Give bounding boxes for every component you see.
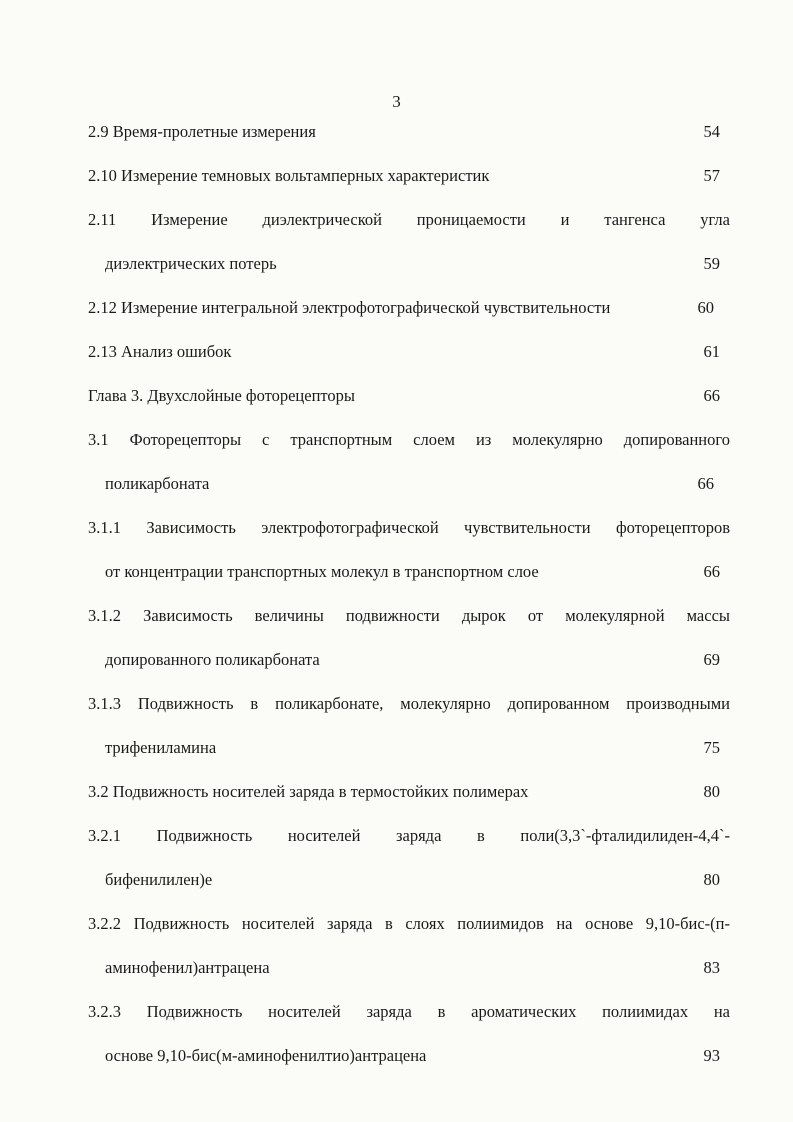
toc-entry-page: 57 — [703, 166, 720, 185]
toc-entry — [88, 430, 730, 494]
toc-entry — [88, 518, 730, 582]
toc-entry — [88, 1002, 730, 1066]
toc-entry-page: 93 — [703, 1046, 720, 1065]
toc-entry — [88, 694, 730, 758]
toc-entry — [88, 210, 730, 274]
toc-entry-title-continued: диэлектрических потерь — [105, 254, 277, 273]
toc-entry-title: 2.12 Измерение интегральной электрофотографической чувствительности — [88, 298, 611, 317]
toc-entry-page: 80 — [703, 782, 720, 801]
page-number: 3 — [392, 92, 401, 111]
toc-entry-title-continued: бифенилилен)е — [105, 870, 213, 889]
toc-entry — [88, 122, 730, 142]
toc-entry-page: 66 — [703, 562, 720, 581]
toc-entry-title: 2.13 Анализ ошибок — [88, 342, 232, 361]
toc-entry-page: 61 — [703, 342, 720, 361]
toc-entry-page: 69 — [703, 650, 720, 669]
toc-entry-title-continued: от концентрации транспортных молекул в транспортном слое — [105, 562, 539, 581]
toc-entry-page: 83 — [703, 958, 720, 977]
toc-entry-page: 54 — [703, 122, 720, 141]
toc-entry — [88, 782, 730, 802]
toc-entry — [88, 606, 730, 670]
toc-chapter-title: Глава 3. Двухслойные фоторецепторы — [88, 386, 355, 405]
toc-entry-title: 3.1.1 Зависимость электрофотографической чувствительности фоторецепторов — [88, 518, 730, 537]
toc-entry-title: 3.2.3 Подвижность носителей заряда в ароматических полиимидах на — [88, 1002, 730, 1021]
toc-entry-title-continued: основе 9,10-бис(м-аминофенилтио)антрацена — [105, 1046, 427, 1065]
toc-entry-title: 3.2 Подвижность носителей заряда в термостойких полимерах — [88, 782, 529, 801]
toc-entry-title: 2.10 Измерение темновых вольтамперных характеристик — [88, 166, 490, 185]
toc-entry — [88, 298, 730, 318]
toc-entry-page: 66 — [697, 474, 714, 493]
toc-entry — [88, 826, 730, 890]
toc-entry — [88, 342, 730, 362]
toc-entry-page: 60 — [697, 298, 714, 317]
toc-entry-title: 2.9 Время-пролетные измерения — [88, 122, 316, 141]
toc-entry-title: 3.1 Фоторецепторы с транспортным слоем из молекулярно допированного — [88, 430, 730, 449]
toc-entry-page: 75 — [703, 738, 720, 757]
toc-entry-title: 3.2.1 Подвижность носителей заряда в поли(3,3`-фталидилиден-4,4`- — [88, 826, 730, 845]
toc-entry-title: 3.1.2 Зависимость величины подвижности дырок от молекулярной массы — [88, 606, 730, 625]
toc-chapter — [88, 386, 730, 406]
toc-entry-page: 80 — [703, 870, 720, 889]
toc-entry — [88, 166, 730, 186]
toc-entry-title-continued: поликарбоната — [105, 474, 210, 493]
toc-entry-title-continued: трифениламина — [105, 738, 217, 757]
toc-entry-title-continued: допированного поликарбоната — [105, 650, 320, 669]
toc-entry-title: 3.2.2 Подвижность носителей заряда в слоях полиимидов на основе 9,10-бис-(п- — [88, 914, 730, 933]
toc-entry-title: 3.1.3 Подвижность в поликарбонате, молекулярно допированном производными — [88, 694, 730, 713]
toc-entry-page: 59 — [703, 254, 720, 273]
toc-entry-title-continued: аминофенил)антрацена — [105, 958, 270, 977]
toc-entry-title: 2.11 Измерение диэлектрической проницаемости и тангенса угла — [88, 210, 730, 229]
toc-entry-page: 66 — [703, 386, 720, 405]
toc-entry — [88, 914, 730, 978]
